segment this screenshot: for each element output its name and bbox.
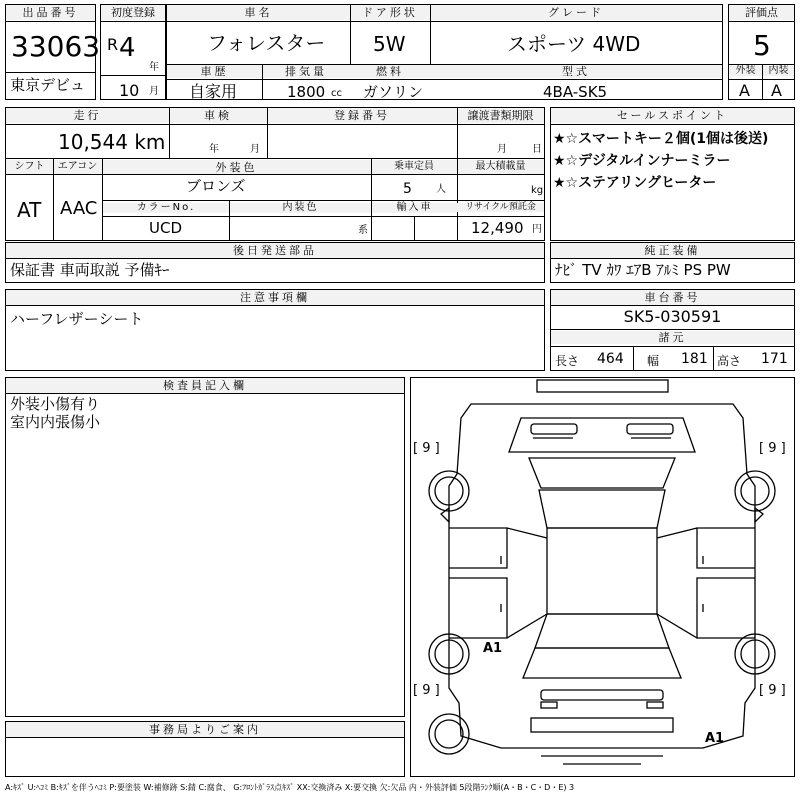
venue-name: 東京デビュ (10, 76, 86, 94)
transfer-month-unit: 月 (497, 144, 507, 155)
import-label: 輸入車 (372, 203, 457, 213)
mileage: 10,544 km (58, 130, 166, 154)
sales-point-item: ★☆ステアリングヒーター (553, 175, 717, 191)
mileage-label: 走行 (6, 108, 169, 123)
interior-grade: A (771, 81, 782, 100)
displacement-unit: cc (331, 88, 342, 99)
length-value: 464 (597, 351, 624, 367)
tire-depth-mark: [ 9 ] (759, 683, 786, 698)
ac-type: AAC (60, 198, 98, 219)
inspection-year-unit: 年 (209, 144, 219, 155)
recycle-label: リサイクル預託金 (457, 203, 544, 212)
grade-label: グレード (430, 5, 722, 20)
notes-content: ハーフレザーシート (10, 310, 144, 328)
damage-legend: A:ｷｽﾞ U:ﾍｺﾐ B:ｷｽﾞを伴うﾍｺﾐ P:要塗装 W:補修跡 S:錆 C:腐食、 G:ﾌﾛﾝﾄｶﾞﾗｽ点ｷｽﾞ XX:交換済み X:要交換 欠:欠品 内・外装評価 5段階ﾗﾝｸ順(A・B・C・D・E) 3 (5, 783, 575, 792)
color-number: UCD (149, 219, 183, 237)
later-parts-content: 保証書 車両取説 予備ｷｰ (10, 261, 170, 279)
width-label: 幅 (647, 354, 660, 368)
equipment-box (550, 242, 795, 283)
score-block (728, 4, 795, 100)
displacement: 1800 (287, 83, 326, 101)
office-title: 事務局よりご案内 (6, 722, 404, 737)
lot-number-cell (5, 4, 101, 100)
reg-no-label: 登録番号 (267, 108, 457, 123)
ac-label: エアコン (53, 160, 102, 174)
dims-title: 諸元 (551, 331, 794, 344)
office-box (5, 721, 405, 777)
registration-month: 10 (119, 81, 140, 100)
color-label: 外装色 (102, 160, 371, 175)
capacity-unit: 人 (436, 184, 446, 195)
damage-code: A1 (483, 641, 503, 656)
chassis-title: 車台番号 (551, 290, 794, 305)
sales-point-item: ★☆スマートキー２個(1個は後送) (553, 131, 769, 147)
sales-point-item: ★☆デジタルインナーミラー (553, 153, 731, 169)
inspector-line: 外装小傷有り (10, 395, 101, 413)
interior-label: 内装 (763, 66, 794, 76)
tire-depth-mark: [ 9 ] (413, 683, 440, 698)
recycle-fee: 12,490 (471, 219, 524, 237)
color-no-label: カラーNo. (103, 203, 229, 213)
model: 4BA-SK5 (543, 83, 608, 101)
fuel: ガソリン (363, 83, 424, 101)
recycle-unit: 円 (532, 224, 542, 235)
tire-depth-mark: [ 9 ] (413, 441, 440, 456)
inspection-month-unit: 月 (250, 144, 260, 155)
damage-code: A1 (705, 731, 725, 746)
shift: AT (17, 198, 42, 222)
height-value: 171 (761, 351, 788, 367)
exterior-label: 外装 (729, 66, 762, 76)
interior-color-label: 内装色 (230, 203, 371, 213)
car-diagram-box (410, 377, 795, 777)
width-value: 181 (681, 351, 708, 367)
displacement-label: 排気量 (262, 65, 350, 78)
score: 5 (753, 29, 771, 62)
notes-box (5, 289, 545, 371)
car-diagram (411, 378, 794, 776)
inspection-label: 車検 (169, 108, 267, 123)
sales-points-box (550, 107, 795, 241)
score-label: 評価点 (729, 5, 794, 20)
model-label: 型式 (430, 65, 722, 78)
registration-year: 4 (119, 33, 136, 63)
lot-number-label: 出品番号 (6, 5, 95, 20)
car-name: フォレスター (207, 31, 326, 55)
year-unit: 年 (149, 62, 159, 73)
height-label: 高さ (717, 354, 742, 368)
door-type: 5W (373, 32, 406, 56)
history-label: 車歴 (167, 65, 262, 78)
history: 自家用 (189, 82, 238, 101)
shift-label: シフト (6, 160, 53, 174)
inspector-box (5, 377, 405, 717)
fuel-label: 燃料 (350, 65, 430, 78)
interior-color-unit: 系 (358, 225, 368, 236)
vehicle-detail-block (5, 107, 545, 241)
chassis-box (550, 289, 795, 371)
sales-points-title: セールスポイント (551, 108, 794, 123)
exterior-grade: A (739, 81, 750, 100)
length-label: 長さ (555, 354, 580, 368)
era-letter: R (107, 35, 119, 54)
lot-number: 33063 (11, 30, 101, 63)
transfer-day-unit: 日 (532, 144, 542, 155)
car-name-label: 車名 (167, 5, 350, 20)
inspector-title: 検査員記入欄 (6, 378, 404, 393)
tire-depth-mark: [ 9 ] (759, 441, 786, 456)
first-registration-label: 初度登録 (101, 5, 165, 20)
door-label: ドア形状 (350, 5, 430, 20)
later-parts-box (5, 242, 545, 283)
load-label: 最大積載量 (457, 160, 544, 174)
capacity-label: 乗車定員 (371, 160, 457, 174)
capacity: 5 (403, 181, 412, 197)
grade: スポーツ 4WD (507, 32, 641, 56)
exterior-color: ブロンズ (186, 177, 246, 195)
inspector-line: 室内内張傷小 (10, 413, 101, 431)
equipment-content: ﾅﾋﾞ TV ｶﾜ ｴｱB ｱﾙﾐ PS PW (555, 261, 731, 279)
transfer-label: 譲渡書類期限 (457, 108, 544, 123)
load-unit: kg (531, 185, 544, 196)
later-parts-title: 後日発送部品 (6, 243, 544, 258)
notes-title: 注意事項欄 (6, 290, 544, 305)
month-unit: 月 (149, 86, 159, 97)
car-info-block (166, 4, 723, 100)
chassis-number: SK5-030591 (623, 307, 722, 326)
first-registration-cell (100, 4, 166, 100)
equipment-title: 純正装備 (551, 243, 794, 258)
